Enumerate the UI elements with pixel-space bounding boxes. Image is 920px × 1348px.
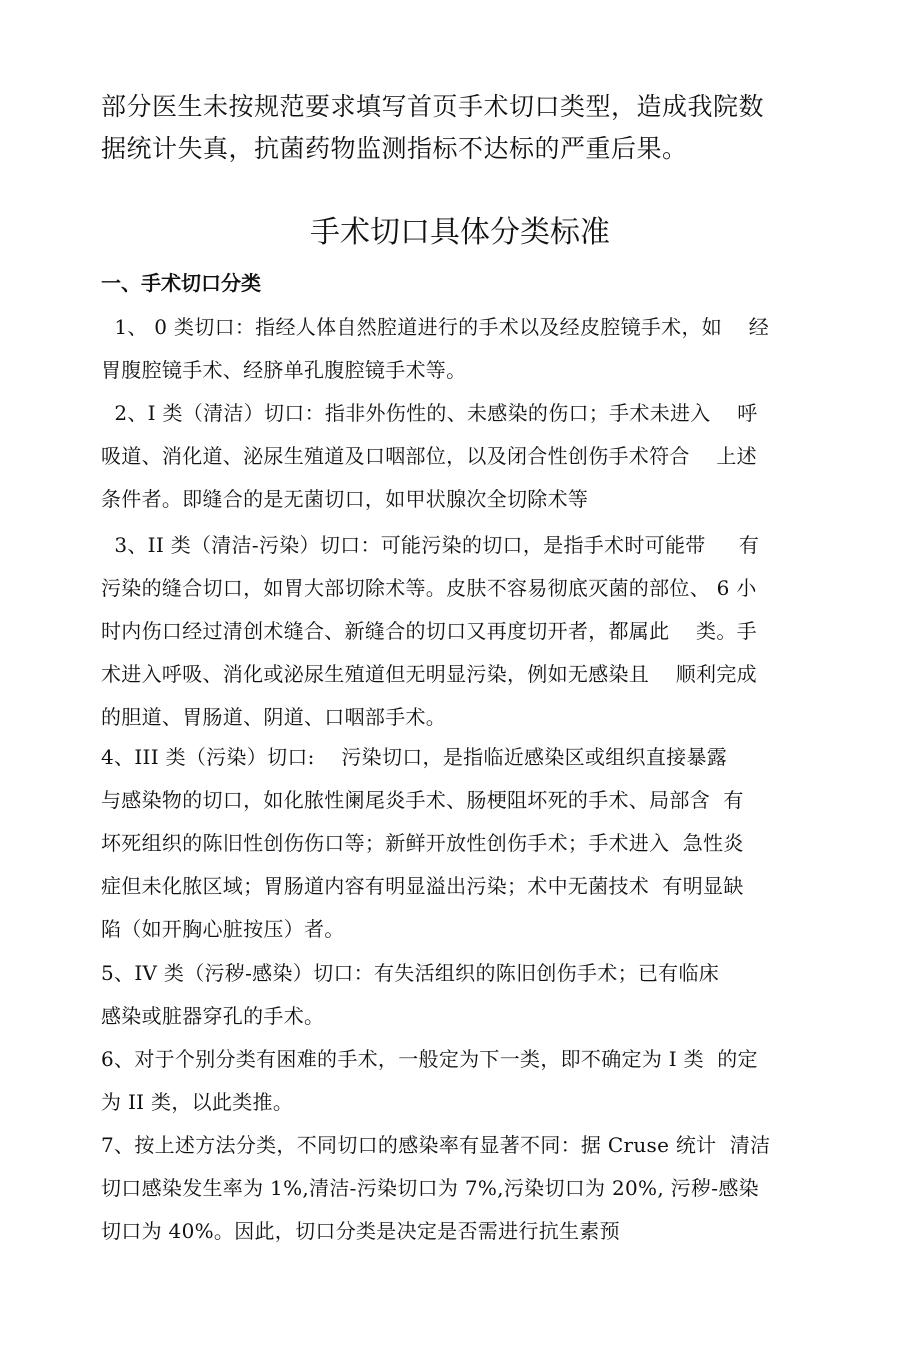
paragraph-class-2	[101, 524, 819, 739]
text-line: 术进入呼吸、消化或泌尿生殖道但无明显污染，例如无感染且 顺利完成	[101, 662, 757, 686]
text-line: 的胆道、胃肠道、阴道、口咽部手术。	[101, 705, 447, 729]
text-line: 切口为 40%。因此，切口分类是决定是否需进行抗生素预	[101, 1219, 620, 1243]
paragraph-class-4	[101, 952, 819, 1038]
text-line: 6、对于个别分类有困难的手术，一般定为下一类，即不确定为 I 类 的定	[101, 1047, 758, 1071]
text-line: 1、 0 类切口：指经人体自然腔道进行的手术以及经皮腔镜手术，如 经	[101, 315, 770, 339]
section-heading: 一、手术切口分类	[101, 271, 261, 295]
text-line: 切口感染发生率为 1%,清洁-污染切口为 7%,污染切口为 20%, 污秽-感染	[101, 1176, 759, 1200]
text-line: 污染的缝合切口，如胃大部切除术等。皮肤不容易彻底灭菌的部位、 6 小	[101, 576, 757, 600]
text-line: 2、I 类（清洁）切口：指非外伤性的、未感染的伤口；手术未进入 呼	[101, 401, 758, 425]
text-line: 胃腹腔镜手术、经脐单孔腹腔镜手术等。	[101, 358, 467, 382]
text-line: 症但未化脓区域；胃肠道内容有明显溢出污染；术中无菌技术 有明显缺	[101, 874, 744, 898]
page-title: 手术切口具体分类标准	[310, 215, 610, 250]
text-line: 与感染物的切口，如化脓性阑尾炎手术、肠梗阻坏死的手术、局部含 有	[101, 788, 744, 812]
paragraph-class-1	[101, 392, 819, 521]
text-line: 7、按上述方法分类，不同切口的感染率有显著不同：据 Cruse 统计 清洁	[101, 1133, 771, 1157]
text-line: 4、III 类（污染）切口: 污染切口，是指临近感染区或组织直接暴露	[101, 745, 728, 769]
text-line: 3、II 类（清洁-污染）切口：可能污染的切口，是指手术时可能带 有	[101, 533, 760, 557]
text-line: 为 II 类，以此类推。	[101, 1090, 294, 1114]
paragraph-rule-7	[101, 1124, 819, 1253]
intro-line: 部分医生未按规范要求填写首页手术切口类型，造成我院数	[101, 92, 765, 121]
intro-line: 据统计失真，抗菌药物监测指标不达标的严重后果。	[101, 134, 688, 163]
text-line: 5、IV 类（污秽-感染）切口：有失活组织的陈旧创伤手术；已有临床	[101, 961, 720, 985]
text-line: 吸道、消化道、泌尿生殖道及口咽部位，以及闭合性创伤手术符合 上述	[101, 444, 757, 468]
text-line: 时内伤口经过清创术缝合、新缝合的切口又再度切开者，都属此 类。手	[101, 619, 757, 643]
text-line: 坏死组织的陈旧性创伤伤口等；新鲜开放性创伤手术；手术进入 急性炎	[101, 831, 744, 855]
paragraph-class-0	[101, 306, 819, 392]
intro-paragraph	[101, 86, 817, 170]
paragraph-class-3	[101, 736, 819, 951]
paragraph-rule-6	[101, 1038, 819, 1124]
text-line: 感染或脏器穿孔的手术。	[101, 1004, 325, 1028]
text-line: 陷（如开胸心脏按压）者。	[101, 917, 345, 941]
text-line: 条件者。即缝合的是无菌切口，如甲状腺次全切除术等	[101, 487, 589, 511]
